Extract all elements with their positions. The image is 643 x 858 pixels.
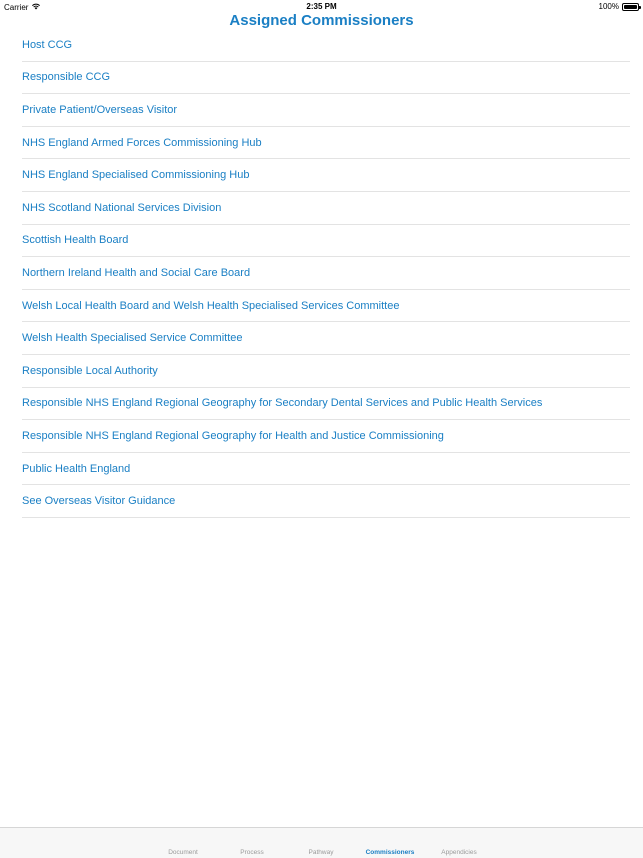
tab-process[interactable]: Process <box>240 849 264 856</box>
page-title: Assigned Commissioners <box>229 12 414 29</box>
list-item[interactable]: Responsible NHS England Regional Geography for Secondary Dental Services and Public Health Services <box>22 388 630 421</box>
list-item[interactable]: Welsh Health Specialised Service Committee <box>22 322 630 355</box>
battery-icon <box>622 3 639 11</box>
list-item[interactable]: NHS England Armed Forces Commissioning Hub <box>22 127 630 160</box>
list-item[interactable]: See Overseas Visitor Guidance <box>22 485 630 518</box>
battery-fill <box>624 5 637 9</box>
list-item[interactable]: Responsible CCG <box>22 62 630 95</box>
battery-percent: 100% <box>598 2 619 11</box>
commissioner-list <box>22 29 630 518</box>
list-item[interactable]: Private Patient/Overseas Visitor <box>22 94 630 127</box>
tab-appendicies[interactable]: Appendicies <box>441 849 477 856</box>
status-right <box>599 2 639 11</box>
list-item[interactable]: NHS England Specialised Commissioning Hub <box>22 159 630 192</box>
tab-commissioners[interactable]: Commissioners <box>365 849 415 856</box>
tab-pathway[interactable]: Pathway <box>308 849 334 856</box>
list-item[interactable]: Responsible Local Authority <box>22 355 630 388</box>
list-item[interactable]: Welsh Local Health Board and Welsh Health Specialised Services Committee <box>22 290 630 323</box>
status-time: 2:35 PM <box>306 2 337 11</box>
list-item[interactable]: Northern Ireland Health and Social Care Board <box>22 257 630 290</box>
battery-tip <box>639 6 641 9</box>
list-item[interactable]: Responsible NHS England Regional Geography for Health and Justice Commissioning <box>22 420 630 453</box>
list-item[interactable]: Host CCG <box>22 29 630 62</box>
carrier-label: Carrier <box>4 2 29 12</box>
tab-bar <box>0 827 643 858</box>
list-item[interactable]: Public Health England <box>22 453 630 486</box>
list-item[interactable]: NHS Scotland National Services Division <box>22 192 630 225</box>
tab-document[interactable]: Document <box>168 849 198 856</box>
list-item[interactable]: Scottish Health Board <box>22 225 630 258</box>
